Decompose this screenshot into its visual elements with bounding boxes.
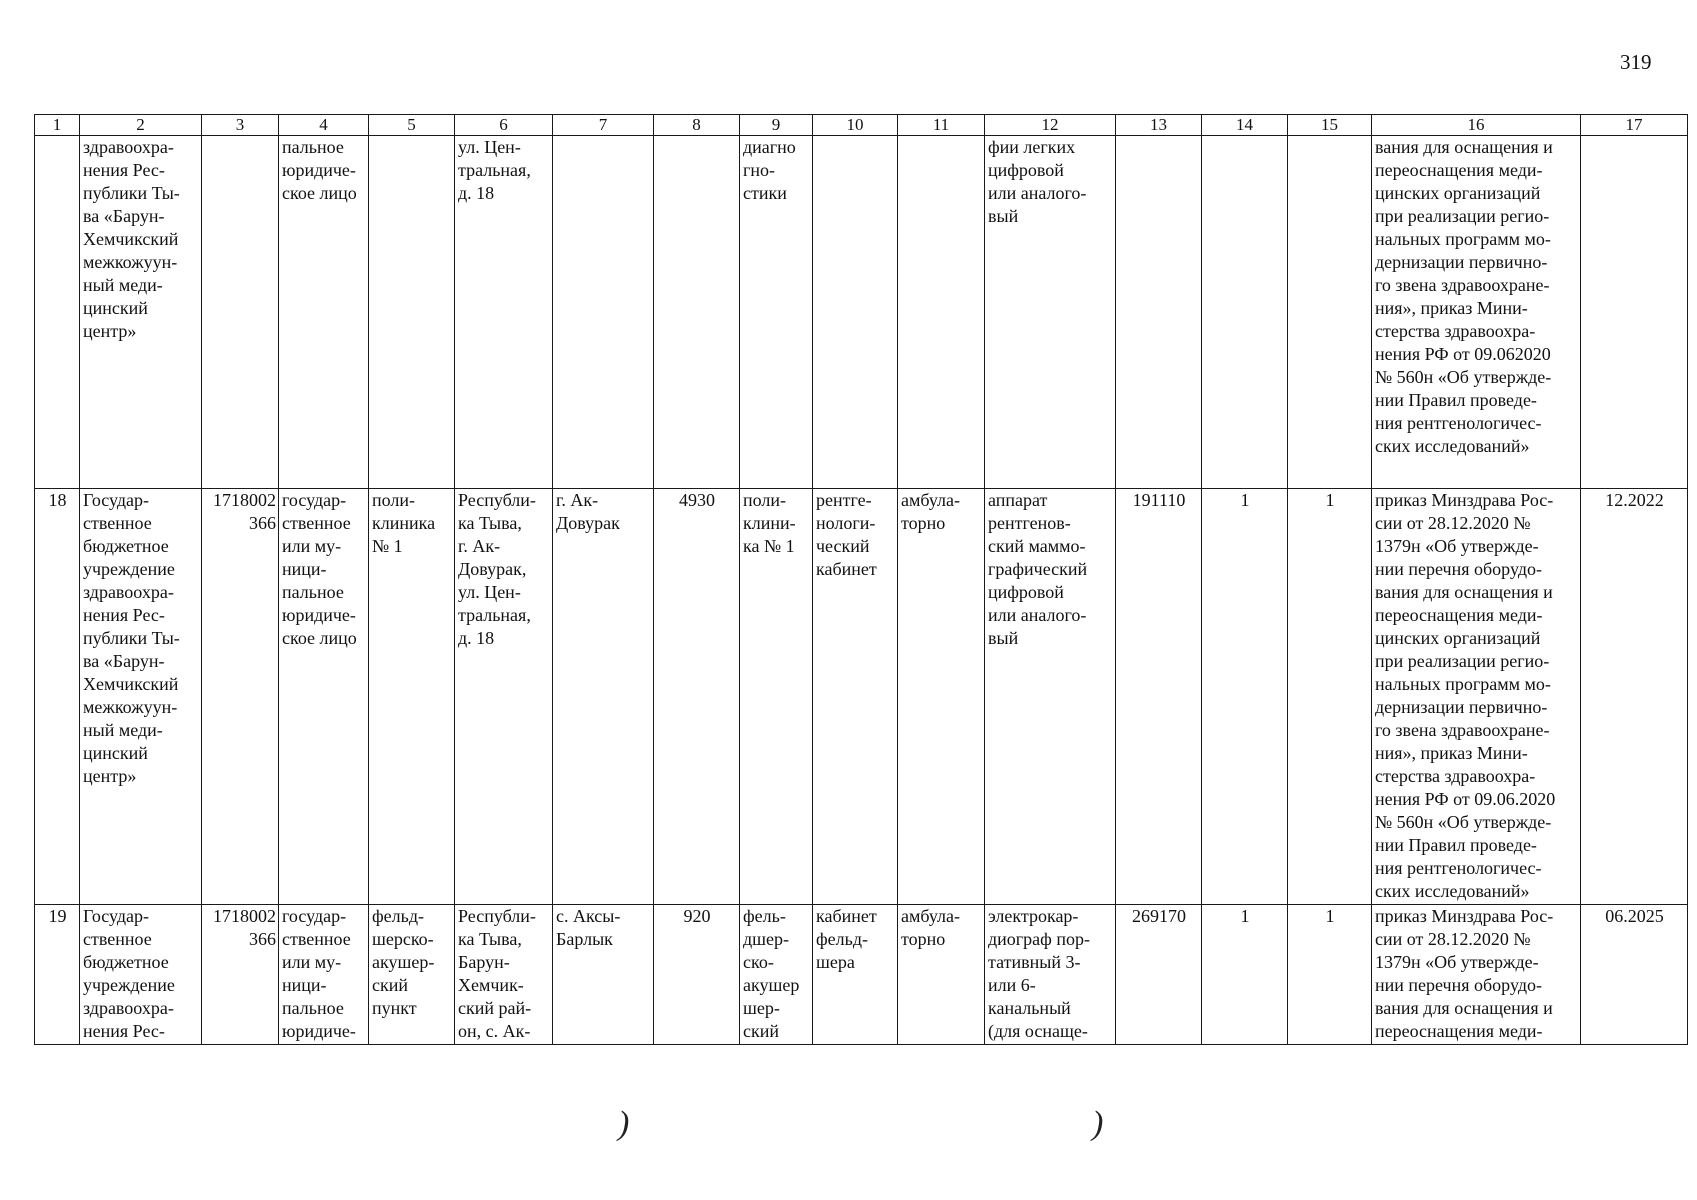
column-number: 10 xyxy=(813,115,898,136)
inn-cell: 1718002 366 xyxy=(202,489,279,905)
column-number: 13 xyxy=(1116,115,1202,136)
column-number: 6 xyxy=(455,115,553,136)
quantity-required-cell: 1 xyxy=(1202,489,1288,905)
due-date-cell xyxy=(1581,136,1688,489)
cabinet-cell: кабинет фельд- шера xyxy=(813,905,898,1045)
column-number: 9 xyxy=(740,115,813,136)
pen-mark: ) xyxy=(618,1105,630,1142)
cabinet-cell xyxy=(813,136,898,489)
column-number: 17 xyxy=(1581,115,1688,136)
organization-cell: Государ- ственное бюджетное учреждение здравоохра- нения Рес- xyxy=(80,905,202,1045)
legal-basis-cell: вания для оснащения и переоснащения меди- цинских организаций при реализации регио- нальных программ мо- дернизации первично- го звена здравоохране- ния», приказ Мини- стерства здравоохра- нения РФ от 09.062020 № 560н «Об утвержде- нии Правил проведе- ния рентгенологичес- ских исследований» xyxy=(1372,136,1581,489)
equipment-code-cell: 191110 xyxy=(1116,489,1202,905)
row-number-cell: 18 xyxy=(35,489,80,905)
equipment-cell: электрокар- диограф пор- тативный 3- или 6- канальный (для оснаще- xyxy=(985,905,1116,1045)
organization-cell: здравоохра- нения Рес- публики Ты- ва «Барун- Хемчикский межкожуун- ный меди- цинский центр» xyxy=(80,136,202,489)
quantity-planned-cell xyxy=(1288,136,1372,489)
population-cell: 4930 xyxy=(654,489,740,905)
column-number: 7 xyxy=(553,115,654,136)
column-number: 1 xyxy=(35,115,80,136)
settlement-cell xyxy=(553,136,654,489)
column-number: 12 xyxy=(985,115,1116,136)
page-number: 319 xyxy=(1620,50,1652,74)
subdivision-cell: фельд- шерско- акушер- ский пункт xyxy=(369,905,455,1045)
unit-cell: поли- клини- ка № 1 xyxy=(740,489,813,905)
settlement-cell: с. Аксы- Барлык xyxy=(553,905,654,1045)
legal-form-cell: государ- ственное или му- ници- пальное юридиче- ское лицо xyxy=(279,489,369,905)
table-row xyxy=(35,905,1688,1045)
column-number: 5 xyxy=(369,115,455,136)
equipment-table xyxy=(34,114,1688,1045)
address-cell: ул. Цен- тральная, д. 18 xyxy=(455,136,553,489)
subdivision-cell xyxy=(369,136,455,489)
row-number-cell: 19 xyxy=(35,905,80,1045)
equipment-cell: аппарат рентгенов- ский маммо- графический цифровой или аналого- вый xyxy=(985,489,1116,905)
legal-basis-cell: приказ Минздрава Рос- сии от 28.12.2020 № 1379н «Об утвержде- нии перечня оборудо- вания для оснащения и переоснащения меди- xyxy=(1372,905,1581,1045)
subdivision-cell: поли- клиника № 1 xyxy=(369,489,455,905)
address-cell: Республи- ка Тыва, Барун- Хемчик- ский рай- он, с. Ак- xyxy=(455,905,553,1045)
pen-mark: ) xyxy=(1092,1105,1104,1142)
due-date-cell: 06.2025 xyxy=(1581,905,1688,1045)
organization-cell: Государ- ственное бюджетное учреждение здравоохра- нения Рес- публики Ты- ва «Барун- Хемчикский межкожуун- ный меди- цинский центр» xyxy=(80,489,202,905)
table-row xyxy=(35,136,1688,489)
quantity-planned-cell: 1 xyxy=(1288,905,1372,1045)
column-number: 14 xyxy=(1202,115,1288,136)
inn-cell: 1718002 366 xyxy=(202,905,279,1045)
equipment-code-cell xyxy=(1116,136,1202,489)
care-condition-cell: амбула- торно xyxy=(898,489,985,905)
column-number: 8 xyxy=(654,115,740,136)
legal-form-cell: государ- ственное или му- ници- пальное юридиче- xyxy=(279,905,369,1045)
population-cell: 920 xyxy=(654,905,740,1045)
column-number: 3 xyxy=(202,115,279,136)
equipment-code-cell: 269170 xyxy=(1116,905,1202,1045)
care-condition-cell: амбула- торно xyxy=(898,905,985,1045)
legal-form-cell: пальное юридиче- ское лицо xyxy=(279,136,369,489)
column-number: 15 xyxy=(1288,115,1372,136)
quantity-required-cell: 1 xyxy=(1202,905,1288,1045)
population-cell xyxy=(654,136,740,489)
column-number: 11 xyxy=(898,115,985,136)
table-row xyxy=(35,489,1688,905)
column-number: 2 xyxy=(80,115,202,136)
unit-cell: фель- дшер- ско- акушер шер- ский xyxy=(740,905,813,1045)
column-number: 16 xyxy=(1372,115,1581,136)
column-number: 4 xyxy=(279,115,369,136)
quantity-required-cell xyxy=(1202,136,1288,489)
row-number-cell xyxy=(35,136,80,489)
address-cell: Республи- ка Тыва, г. Ак- Довурак, ул. Цен- тральная, д. 18 xyxy=(455,489,553,905)
due-date-cell: 12.2022 xyxy=(1581,489,1688,905)
equipment-cell: фии легких цифровой или аналого- вый xyxy=(985,136,1116,489)
settlement-cell: г. Ак- Довурак xyxy=(553,489,654,905)
care-condition-cell xyxy=(898,136,985,489)
column-number-row xyxy=(35,115,1688,136)
unit-cell: диагно гно- стики xyxy=(740,136,813,489)
cabinet-cell: рентге- нологи- ческий кабинет xyxy=(813,489,898,905)
quantity-planned-cell: 1 xyxy=(1288,489,1372,905)
legal-basis-cell: приказ Минздрава Рос- сии от 28.12.2020 № 1379н «Об утвержде- нии перечня оборудо- вания для оснащения и переоснащения меди- цинских организаций при реализации регио- нальных программ мо- дернизации первично- го звена здравоохране- ния», приказ Мини- стерства здравоохра- нения РФ от 09.06.2020 № 560н «Об утвержде- нии Правил проведе- ния рентгенологичес- ских исследований» xyxy=(1372,489,1581,905)
inn-cell xyxy=(202,136,279,489)
